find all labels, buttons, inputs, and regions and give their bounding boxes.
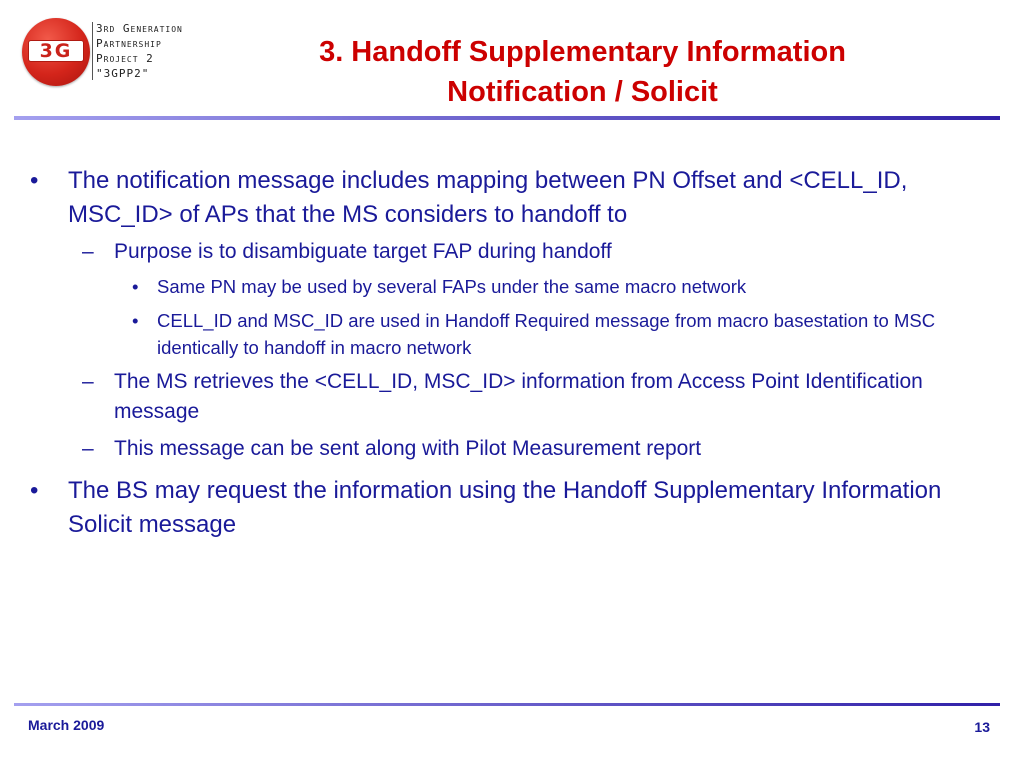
logo-divider [92,22,93,80]
bullet-text: The BS may request the information using the Handoff Supplementary Information Solicit message [68,477,942,538]
bullet-marker: • [30,477,39,504]
logo-text-line: 3rd Generation [96,22,183,35]
bullet-marker: • [132,276,139,297]
logo-badge [28,40,84,62]
logo-text-line: "3GPP2" [96,67,150,80]
bullet-text: The notification message includes mapping between PN Offset and <CELL_ID, MSC_ID> of APs that the MS considers to handoff to [68,167,908,228]
logo [22,18,242,88]
logo-mark: 3G [39,39,73,62]
slide-title-line-2: Notification / Solicit [447,76,718,108]
bullet-text: CELL_ID and MSC_ID are used in Handoff Required message from macro basestation to MSC identically to handoff in macro network [157,310,936,358]
bullet-level-3 [132,307,957,361]
logo-text-line: Project 2 [96,52,154,65]
bullet-level-2 [82,237,984,267]
logo-text [96,21,256,81]
bullet-level-1 [30,164,988,232]
bullet-text: Purpose is to disambiguate target FAP during handoff [114,240,612,263]
bullet-text: This message can be sent along with Pilot Measurement report [114,437,702,460]
bullet-marker: – [82,437,94,460]
logo-text-line: Partnership [96,37,162,50]
logo-circle [22,18,90,86]
bullet-marker: • [132,310,139,331]
bullet-marker: – [82,240,94,263]
slide-title-line-1: 3. Handoff Supplementary Information [319,36,846,68]
bullet-text: Same PN may be used by several FAPs under the same macro network [157,276,747,297]
footer-divider [14,703,1000,706]
footer-date: March 2009 [28,717,105,733]
title-divider [14,116,1000,120]
bullet-level-3 [132,273,957,300]
bullet-marker: • [30,167,39,194]
page-number: 13 [974,719,990,735]
bullet-marker: – [82,370,94,393]
bullet-text: The MS retrieves the <CELL_ID, MSC_ID> information from Access Point Identification message [114,370,923,423]
bullet-level-2 [82,434,984,464]
slide-title [255,32,910,112]
bullet-level-1 [30,474,988,542]
bullet-level-2 [82,367,984,427]
